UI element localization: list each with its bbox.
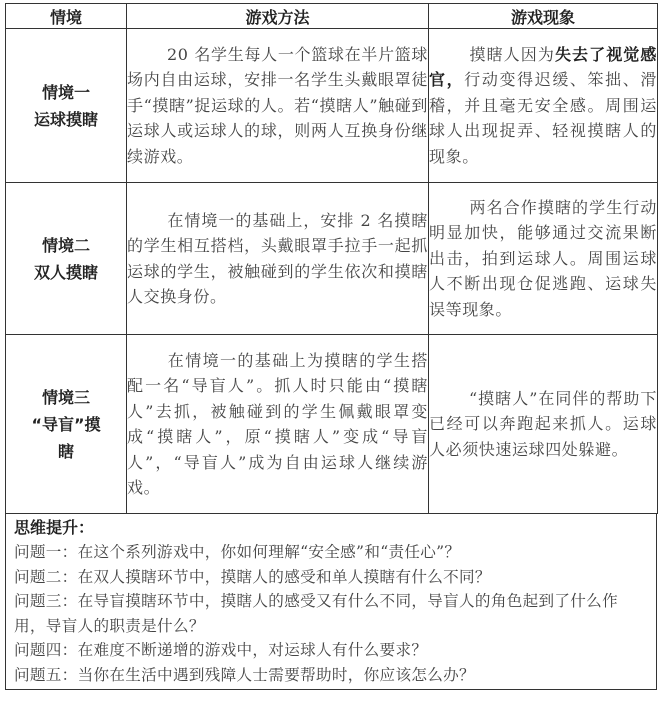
table-row: [6, 29, 658, 183]
header-phenomenon: 游戏现象: [429, 4, 658, 29]
phenomenon-text: “摸瞎人”在同伴的帮助下已经可以奔跑起来抓人。运球人必须快速运球四处躲避。: [429, 388, 657, 459]
phenomenon-text: 两名合作摸瞎的学生行动明显加快，能够通过交流果断出击，拍到运球人。周围运球人不断出现仓促逃跑、运球失误等现象。: [429, 197, 657, 319]
scene-line: 情境二: [41, 235, 90, 255]
thinking-section: [5, 514, 657, 690]
scene-cell: [6, 183, 127, 335]
section-title: 思维提升：: [14, 518, 95, 537]
question-item: 问题四：在难度不断递增的游戏中，对运球人有什么要求？: [14, 641, 428, 659]
method-cell: [127, 183, 429, 335]
scene-line: “导盲”摸: [31, 414, 101, 434]
scene-cell: [6, 335, 127, 514]
header-method: 游戏方法: [127, 4, 429, 29]
method-text: 在情境一的基础上为摸瞎的学生搭配一名“导盲人”。抓人时只能由“摸瞎人”去抓，被触碰到的学生佩戴眼罩变成“摸瞎人”，原“摸瞎人”变成“导盲人”，“导盲人”成为自由运球人继续游戏。: [127, 350, 428, 497]
phenomenon-text-post: 行动变得迟缓、笨拙、滑稽，并且毫无安全感。周围运球人出现捉弄、轻视摸瞎人的现象。: [429, 70, 657, 166]
table-row: [6, 335, 658, 514]
scene-line: 瞎: [57, 441, 74, 461]
question-item: 问题三：在导盲摸瞎环节中，摸瞎人的感受又有什么不同，导盲人的角色起到了什么作用，导盲人的职责是什么？: [14, 592, 618, 635]
scene-line: 情境三: [41, 387, 90, 407]
table-header-row: [6, 4, 658, 29]
method-cell: [127, 335, 429, 514]
scene-line: 情境一: [41, 82, 90, 102]
scene-line: 双人摸瞎: [33, 262, 98, 282]
method-text: 20 名学生每人一个篮球在半片篮球场内自由运球，安排一名学生头戴眼罩徒手“摸瞎”捉运球的人。若“摸瞎人”触碰到运球人或运球人的球，则两人互换身份继续游戏。: [127, 44, 428, 166]
method-text: 在情境一的基础上，安排 2 名摸瞎的学生相互搭档，头戴眼罩手拉手一起抓运球的学生，被触碰到的学生依次和摸瞎人交换身份。: [127, 210, 428, 306]
scene-cell: [6, 29, 127, 183]
question-item: 问题二：在双人摸瞎环节中，摸瞎人的感受和单人摸瞎有什么不同？: [14, 567, 491, 586]
table-row: [6, 183, 658, 335]
phenomenon-text-bold: 失去了视觉感官，: [429, 44, 657, 90]
game-document: [5, 3, 657, 690]
phenomenon-cell: [429, 183, 658, 335]
game-table: [5, 3, 658, 514]
phenomenon-cell: [429, 29, 658, 183]
question-item: 问题五：当你在生活中遇到残障人士需要帮助时，你应该怎么办？: [14, 665, 475, 684]
phenomenon-text-pre: 摸瞎人因为: [469, 44, 555, 64]
header-scene: 情境: [6, 4, 127, 29]
scene-line: 运球摸瞎: [33, 109, 98, 129]
question-item: 问题一：在这个系列游戏中，你如何理解“安全感”和“责任心”？: [14, 543, 461, 561]
phenomenon-cell: [429, 335, 658, 514]
method-cell: [127, 29, 429, 183]
